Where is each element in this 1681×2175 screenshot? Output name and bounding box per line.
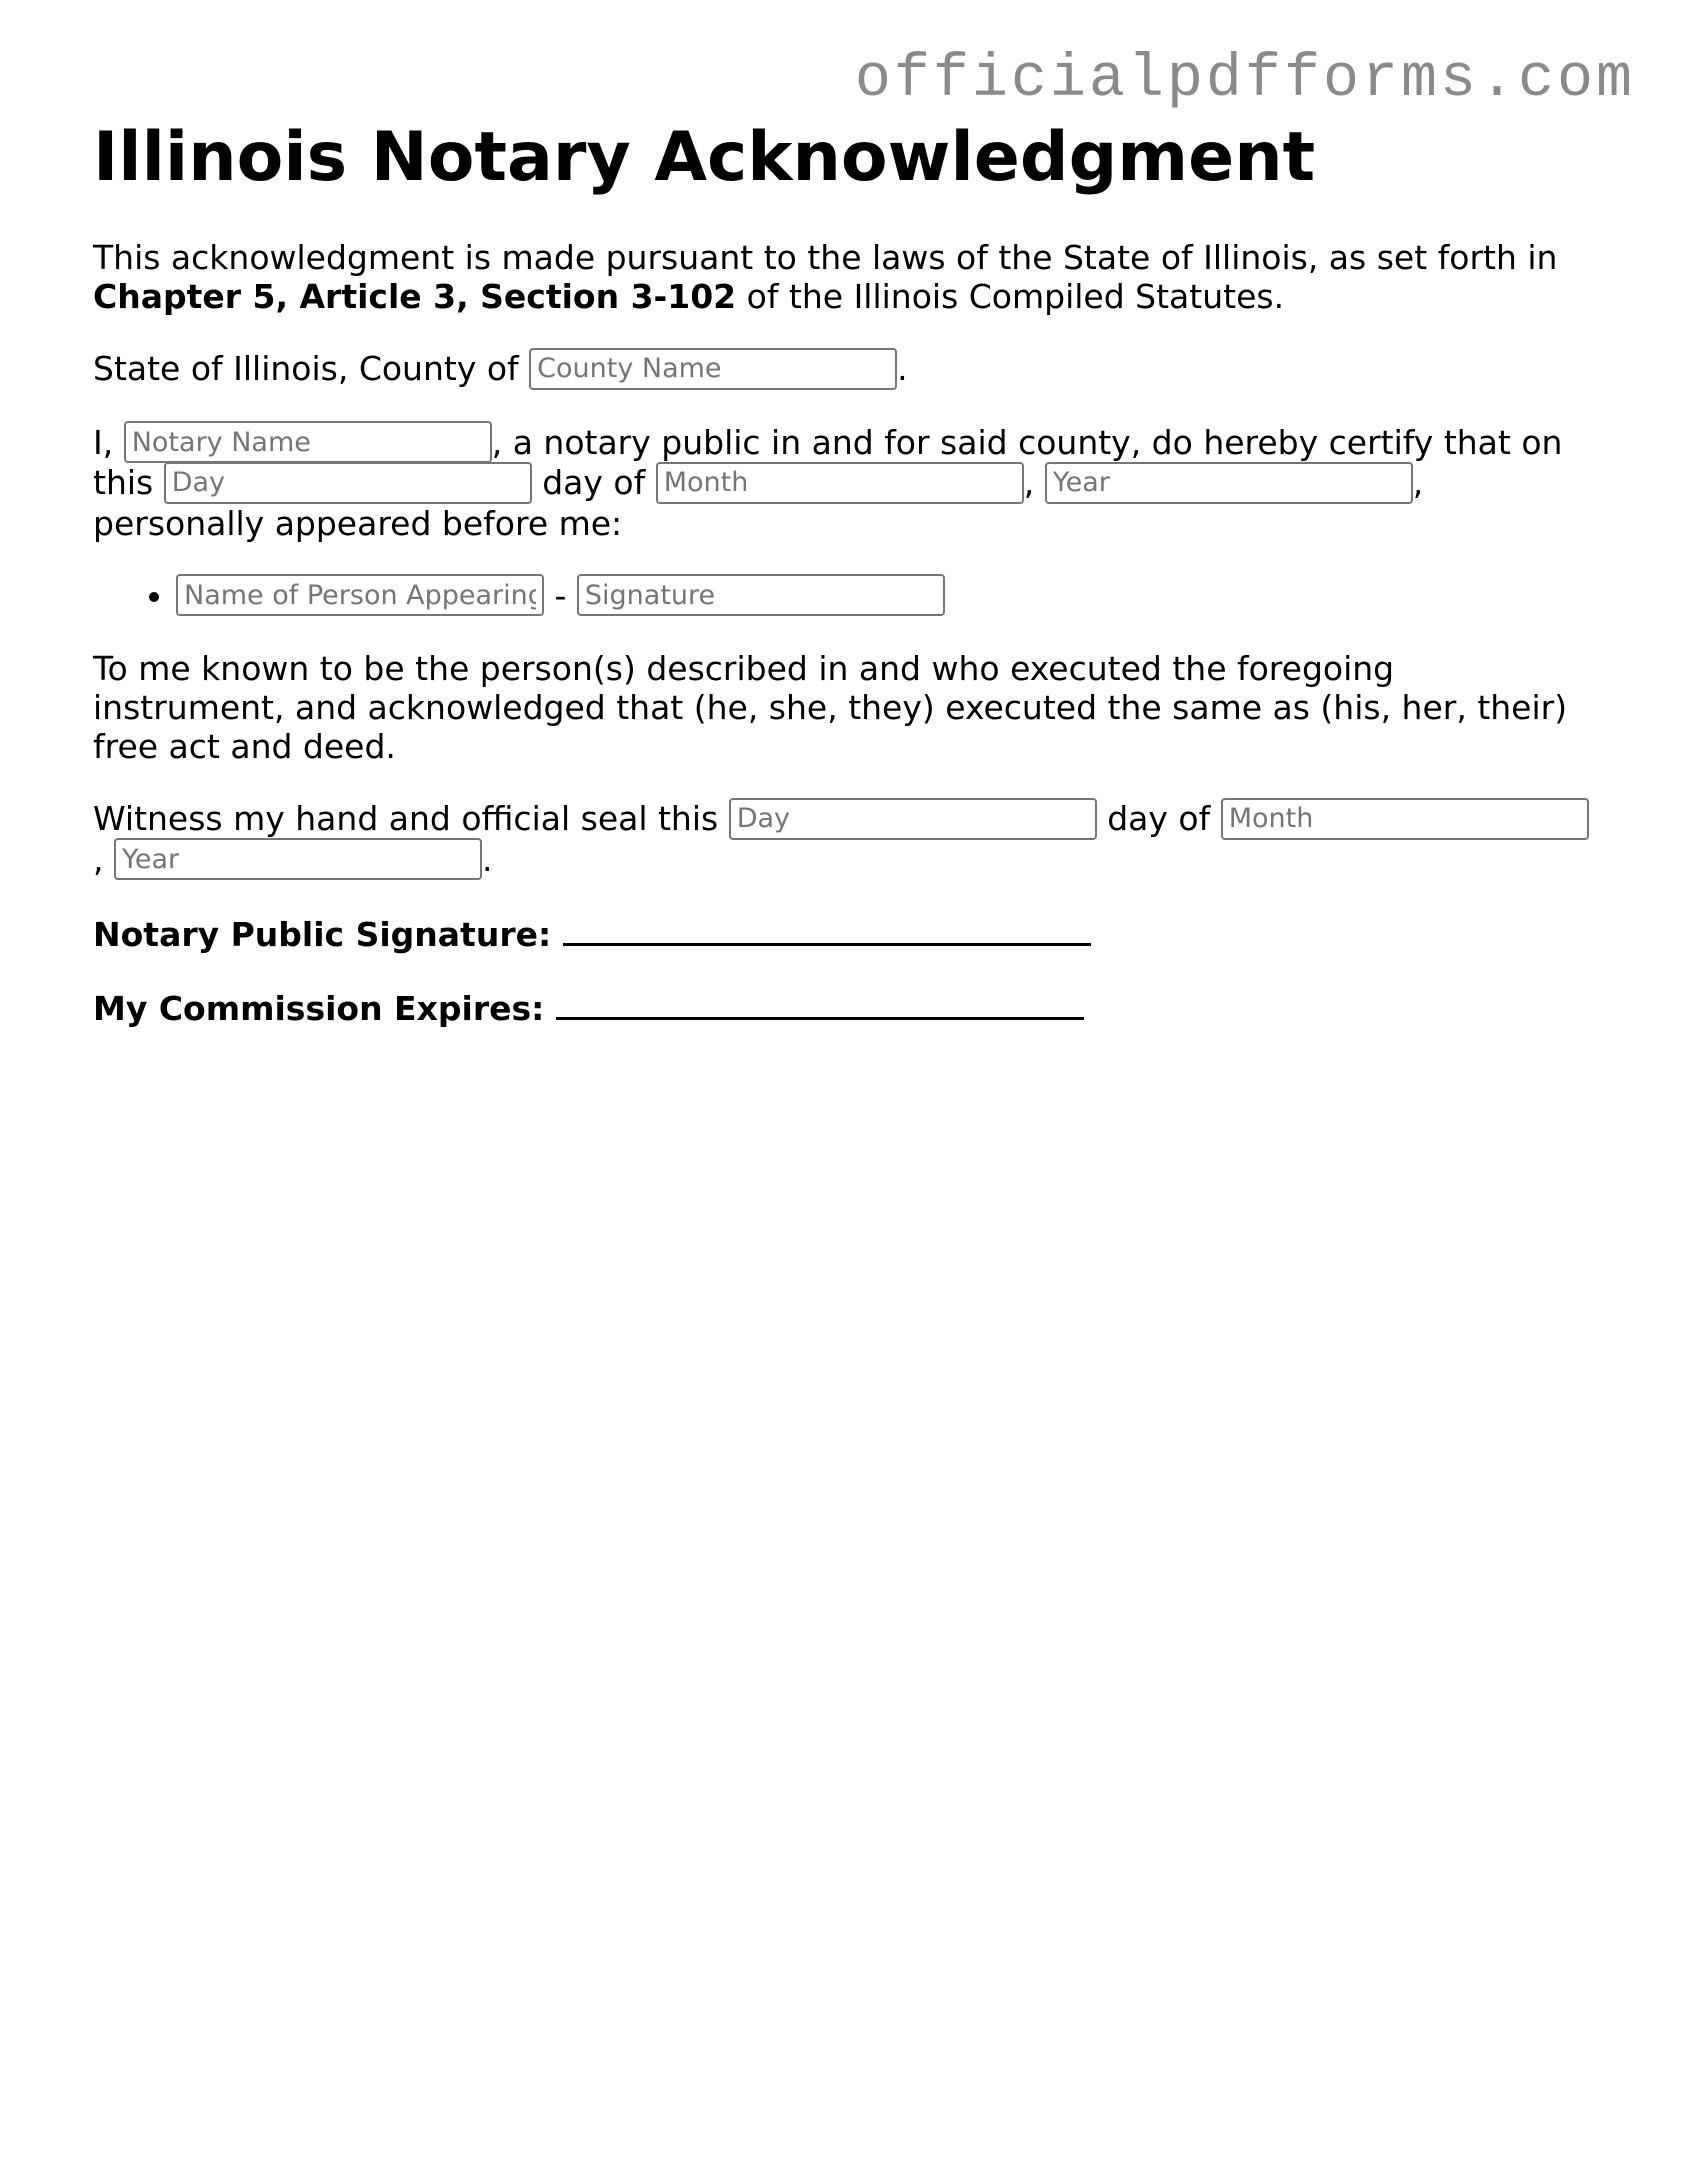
document-page [93,118,1593,1061]
county-suffix: . [897,349,908,388]
appearing-persons-list [93,576,1593,617]
commission-expires-label: My Commission Expires: [93,989,545,1028]
certify-text-4: , personally appeared before me: [93,463,1424,543]
commission-expires-line [93,987,1593,1028]
certify-text-1: , a notary public in and for said county, do hereby certify that on this [93,422,1563,502]
commission-expires-rule [556,987,1084,1020]
intro-paragraph [93,238,1593,316]
page-title: Illinois Notary Acknowledgment [93,118,1316,197]
certify-text-2: day of [531,463,656,502]
person-appearing-signature-input[interactable] [577,574,945,616]
person-appearing-name-input[interactable] [176,574,544,616]
intro-text-after: of the Illinois Compiled Statutes. [736,277,1285,316]
witness-month-input[interactable] [1221,798,1589,840]
witness-year-input[interactable] [114,838,482,880]
witness-day-input[interactable] [729,798,1097,840]
statement-paragraph: To me known to be the person(s) described in and who executed the foregoing instrument, and acknowledged that (he, she, they) executed the same as (his, her, their) free act and deed. [93,649,1568,766]
list-item [176,576,1593,617]
appearing-separator: - [544,575,577,615]
certify-text-3: , [1023,463,1045,502]
notary-signature-rule [563,913,1091,946]
notary-signature-label: Notary Public Signature: [93,915,552,954]
witness-suffix: . [481,839,493,879]
certify-prefix: I, [93,422,124,462]
notary-signature-line [93,913,1593,954]
witness-prefix: Witness my hand and official seal this [93,799,729,838]
appearance-day-input[interactable] [164,462,532,504]
witness-paragraph [93,799,1593,880]
notary-name-input[interactable] [124,421,492,463]
county-prefix: State of Illinois, County of [93,349,530,388]
statute-reference: Chapter 5, Article 3, Section 3-102 [93,277,737,316]
witness-text-1: day of [1096,799,1221,838]
county-name-input[interactable] [529,348,897,390]
watermark: officialpdfforms.com [854,46,1635,114]
county-line [93,349,1593,390]
intro-text-before: This acknowledgment is made pursuant to the laws of the State of Illinois, as set forth in [93,238,1558,277]
appearance-month-input[interactable] [656,462,1024,504]
appearance-year-input[interactable] [1045,462,1413,504]
certify-paragraph [93,423,1593,543]
witness-text-2: , [93,839,114,879]
